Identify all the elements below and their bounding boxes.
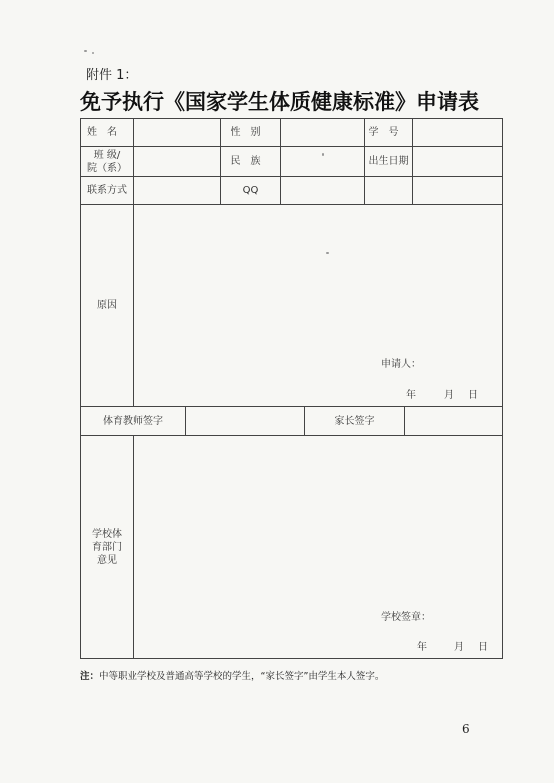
qq-label: QQ [221, 177, 281, 205]
note-text: 中等职业学校及普通高等学校的学生，“家长签字”由学生本人签字。 [99, 671, 385, 682]
gender-label: 性别 [221, 119, 281, 147]
applicant-label: 申请人： [381, 359, 421, 370]
form-row [81, 407, 503, 436]
day-label: 日 [478, 642, 488, 653]
parent-signature-field[interactable] [405, 407, 503, 436]
form-row [81, 147, 503, 177]
qq-field[interactable] [281, 177, 365, 205]
contact-field[interactable] [134, 177, 221, 205]
form-row [81, 205, 503, 407]
student-id-field[interactable] [413, 119, 503, 147]
school-opinion-label: 学校体 育部门 意见 [81, 436, 134, 659]
parent-label: 家长签字 [305, 407, 405, 436]
form-row [81, 177, 503, 205]
birth-date-field[interactable] [413, 147, 503, 177]
birth-date-label: 出生日期 [365, 147, 413, 177]
day-label: 日 [468, 390, 478, 401]
reason-date [392, 389, 478, 402]
month-label: 月 [454, 642, 464, 653]
form-row [81, 436, 503, 659]
form-row [81, 119, 503, 147]
name-field[interactable] [134, 119, 221, 147]
page-number: 6 [462, 722, 470, 736]
year-label: 年 [417, 642, 427, 653]
scan-speck [84, 50, 87, 52]
gender-field[interactable] [281, 119, 365, 147]
extra-label-cell [365, 177, 413, 205]
ethnicity-field[interactable] [281, 147, 365, 177]
page-title: 免予执行《国家学生体质健康标准》申请表 [80, 89, 479, 114]
scan-speck [92, 52, 94, 54]
extra-field[interactable] [413, 177, 503, 205]
year-label: 年 [406, 390, 416, 401]
class-dept-field[interactable] [134, 147, 221, 177]
pe-teacher-signature-field[interactable] [186, 407, 305, 436]
school-seal-label: 学校签章： [381, 612, 431, 623]
note-prefix: 注： [80, 671, 100, 682]
school-date [404, 641, 488, 654]
footnote [80, 668, 384, 682]
month-label: 月 [444, 390, 454, 401]
pe-teacher-label: 体育教师签字 [81, 407, 186, 436]
contact-label: 联系方式 [81, 177, 134, 205]
class-dept-label: 班 级/ 院（系） [81, 147, 134, 177]
application-form [80, 118, 503, 659]
reason-label: 原因 [81, 205, 134, 407]
student-id-label: 学号 [365, 119, 413, 147]
reason-field[interactable] [134, 205, 503, 407]
attachment-label: 附件 1： [86, 68, 138, 83]
ethnicity-label: 民族 [221, 147, 281, 177]
name-label: 姓名 [81, 119, 134, 147]
school-opinion-field[interactable] [134, 436, 503, 659]
